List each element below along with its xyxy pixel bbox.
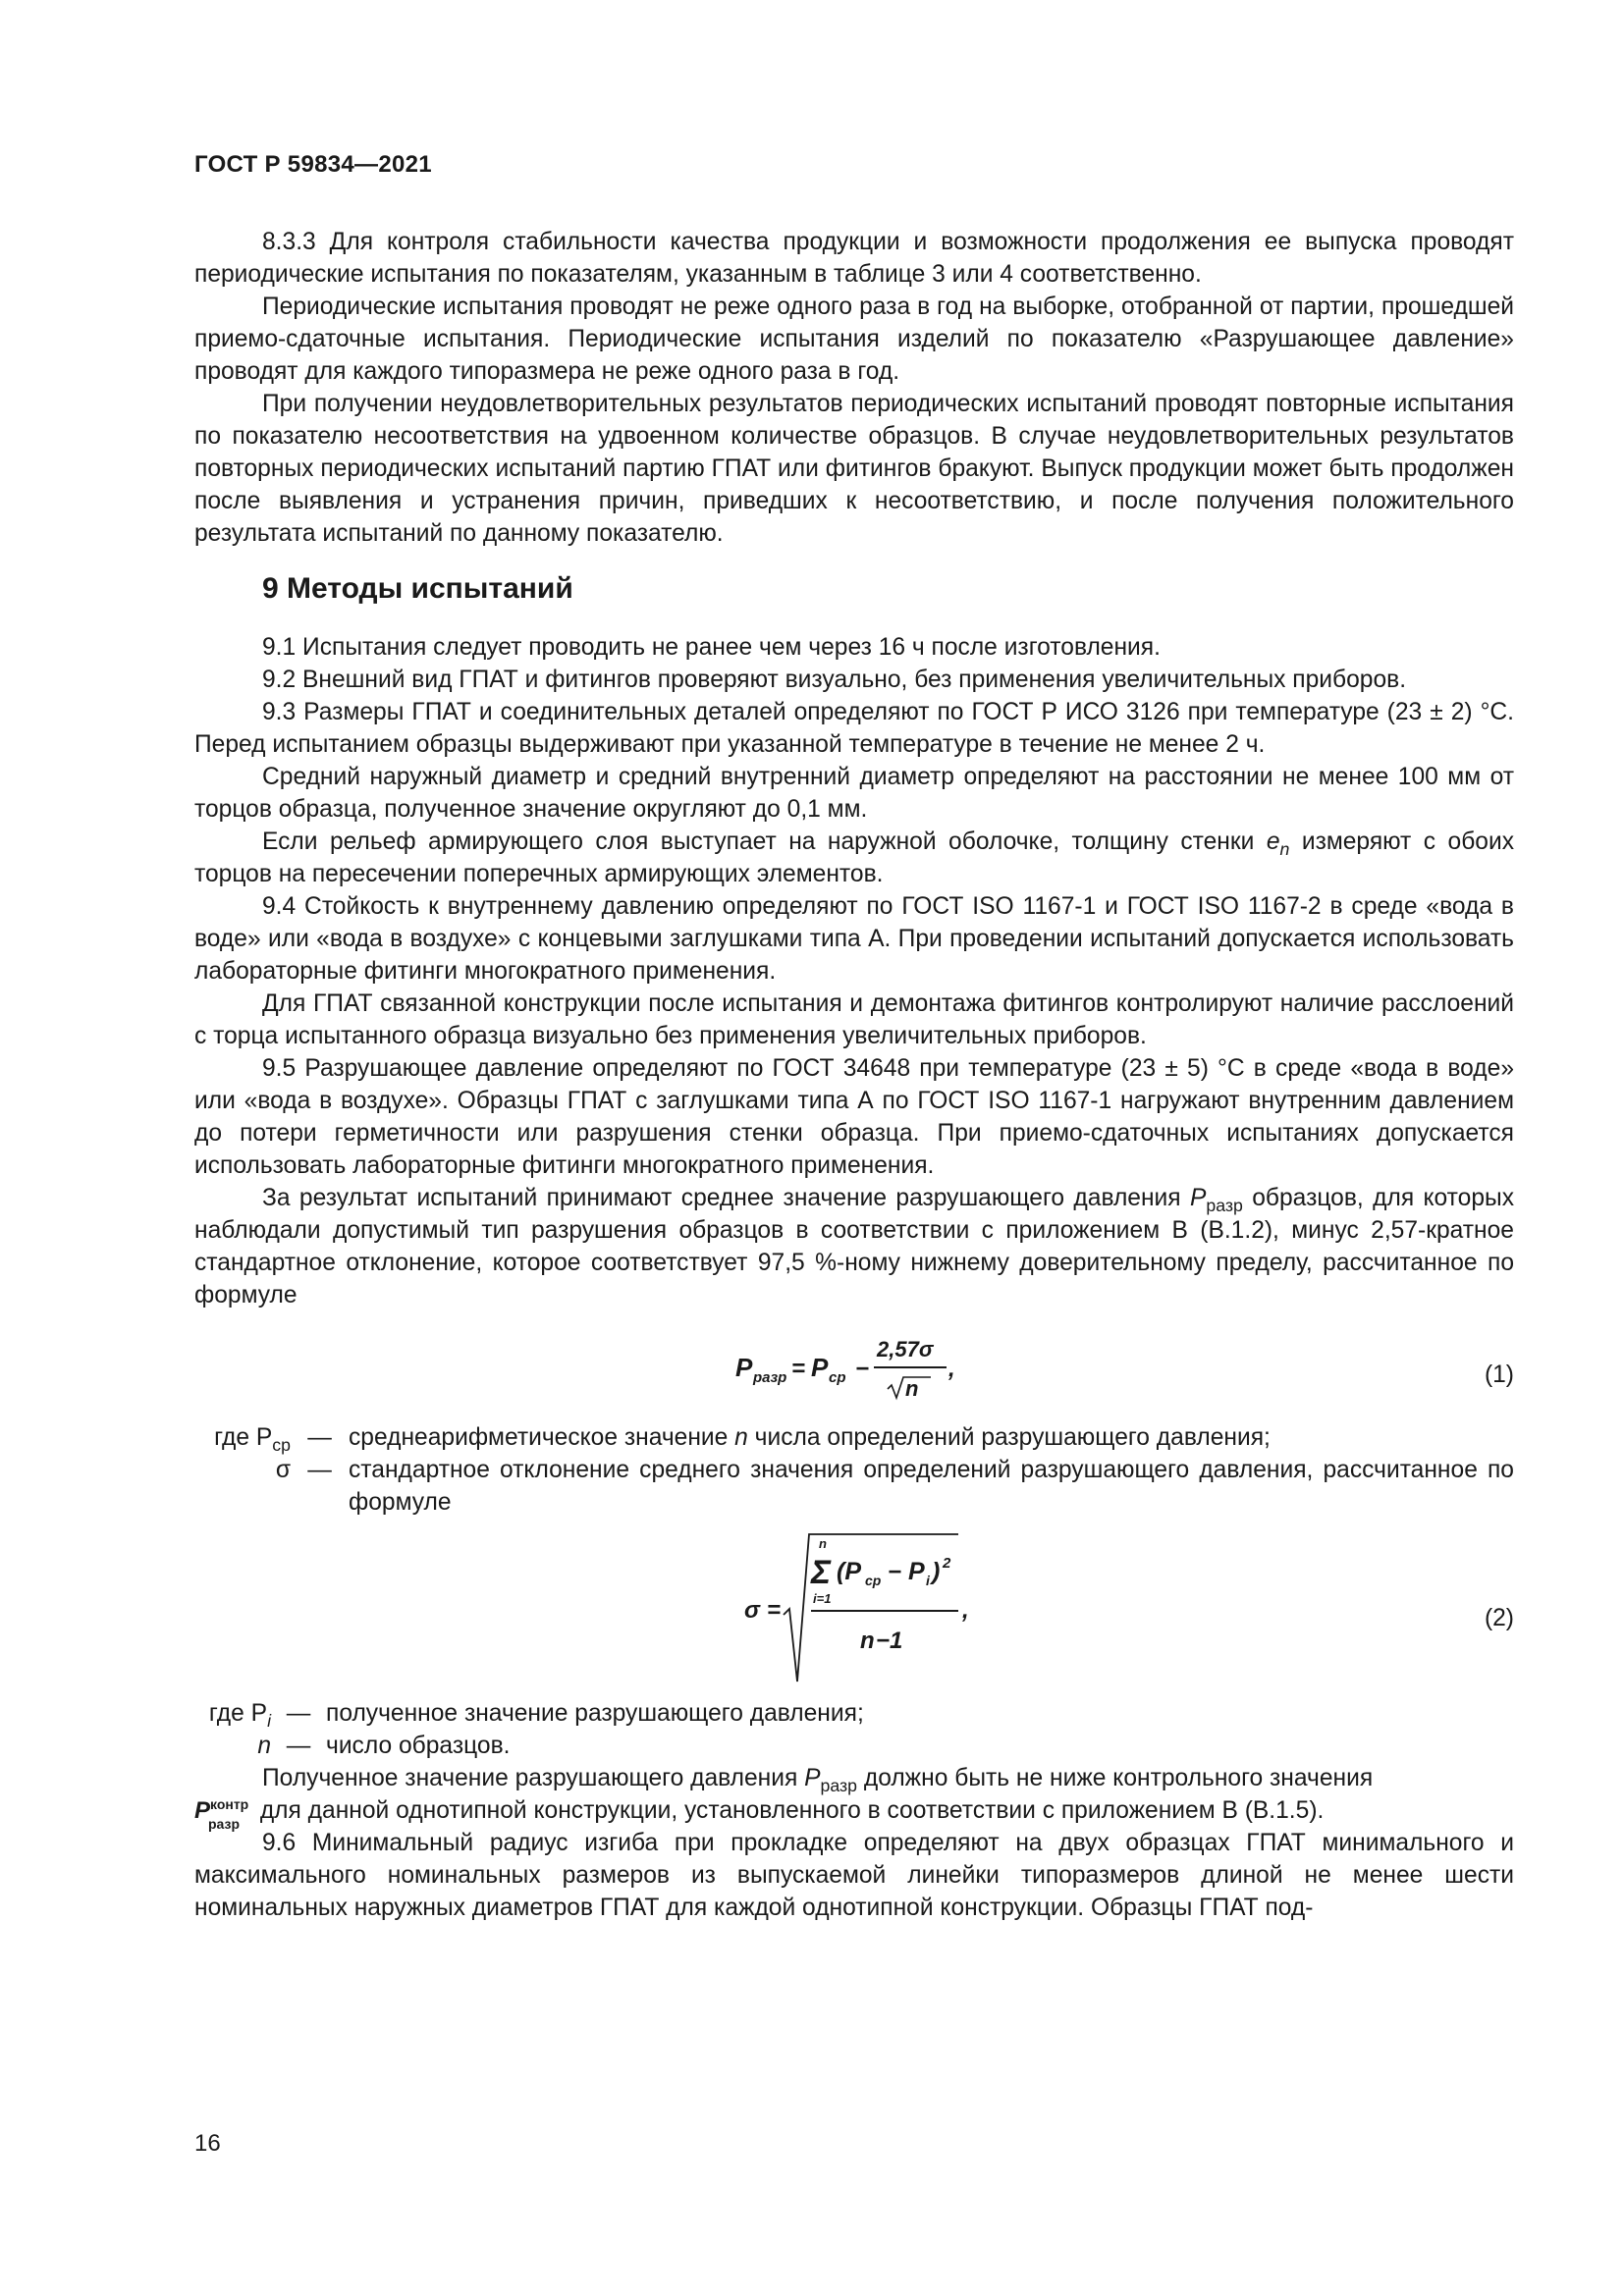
svg-text:ср: ср [865, 1573, 882, 1588]
paragraph: За результат испытаний принимают среднее значение разрушающего давления $P_{разр}$ образцов, для которых наблюдали допустимый тип разрушения образцов в соответствии с приложением В (В.1.2), минус 2,57-кратное стандартное отклонение, которое соответствует 97,5 %-ному нижнему доверительному пределу, рассчитанное по формуле [194, 1185, 1514, 1308]
svg-text:−1: −1 [876, 1628, 903, 1654]
definitions-formula-2 [194, 1697, 1514, 1762]
paragraph: Если рельеф армирующего слоя выступает на наружной оболочке, толщину стенки $e_n$ измеряют с обоих торцов на пересечении поперечных армирующих элементов. [194, 828, 1514, 887]
formula-2-graphic [194, 1524, 1514, 1689]
definition-item: σ — стандартное отклонение среднего значения определений разрушающего давления, рассчитанное по формуле [275, 1457, 1514, 1516]
svg-text:2,57σ: 2,57σ [877, 1337, 934, 1362]
paragraph: P контр разр для данной однотипной конструкции, установленного в соответствии с приложением В (В.1.5). [194, 1796, 1325, 1832]
svg-text:,: , [948, 1356, 955, 1382]
svg-text:(P: (P [837, 1558, 862, 1585]
section-heading: 9 Методы испытаний [262, 572, 573, 605]
svg-text:−: − [888, 1559, 902, 1585]
definition-item: где $P_{ср}$ — среднеарифметическое значение n числа определений разрушающего давления; [214, 1424, 1271, 1456]
paragraph: Для ГПАТ связанной конструкции после испытания и демонтажа фитингов контролируют наличие расслоений с торца испытанного образца визуально без применения увеличительных приборов. [194, 990, 1514, 1049]
svg-text:P: P [908, 1558, 925, 1585]
svg-text:n: n [905, 1376, 919, 1401]
svg-text:Σ: Σ [811, 1554, 832, 1591]
svg-text:): ) [932, 1558, 941, 1585]
paragraph-9-6: 9.6 Минимальный радиус изгиба при прокладке определяют на двух образцах ГПАТ минимального и максимального номинальных размеров из выпускаемой линейки типоразмеров длиной не менее шести номинальных наружных диаметров ГПАТ для каждой однотипной конструкции. Образцы ГПАТ под- [194, 1830, 1514, 1921]
definition-item: где $P_i$ — полученное значение разрушающего давления; [208, 1700, 864, 1732]
page-number: 16 [194, 2130, 221, 2157]
svg-text:−: − [855, 1356, 870, 1382]
paragraph: 8.3.3 Для контроля стабильности качества продукции и возможности продолжения ее выпуска проводят периодические испытания по показателям, указанным в таблице 3 или 4 соответственно. [194, 229, 1514, 288]
paragraph: Средний наружный диаметр и средний внутренний диаметр определяют на расстоянии не менее 100 мм от торцов образца, полученное значение округляют до 0,1 мм. [194, 764, 1514, 823]
paragraph: При получении неудовлетворительных результатов периодических испытаний проводят повторные испытания по показателю несоответствия на удвоенном количестве образцов. В случае неудовлетворительных результатов повторных периодических испытаний партию ГПАТ или фитингов бракуют. Выпуск продукции может быть продолжен после выявления и устранения причин, приведших к несоответствию, и после получения положительного результата испытаний по данному показателю. [194, 391, 1514, 547]
definition-item: n — число образцов. [257, 1733, 511, 1759]
definitions-formula-1 [194, 1421, 1514, 1519]
svg-text:разр: разр [753, 1369, 787, 1386]
control-pressure-symbol: P контр разр [194, 1796, 249, 1832]
paragraph-9-2: 9.2 Внешний вид ГПАТ и фитингов проверяют визуально, без применения увеличительных приборов. [262, 667, 1407, 693]
svg-text:,: , [962, 1597, 969, 1624]
page-content [194, 226, 1514, 1924]
paragraph-9-3: 9.3 Размеры ГПАТ и соединительных деталей определяют по ГОСТ Р ИСО 3126 при температуре (23 ± 2) °С. Перед испытанием образцы выдерживают при указанной температуре в течение не менее 2 ч. [194, 699, 1514, 758]
formula-1-graphic [194, 1323, 1514, 1408]
formula-1 [194, 1323, 1514, 1408]
equation-number-1: (1) [1484, 1362, 1514, 1388]
svg-text:ср: ср [829, 1369, 846, 1386]
svg-text:=: = [791, 1356, 806, 1382]
paragraph: Полученное значение разрушающего давления $P_{разр}$ должно быть не ниже контрольного значения [262, 1765, 1374, 1796]
svg-text:n: n [819, 1536, 827, 1551]
svg-text:σ: σ [744, 1597, 760, 1624]
svg-text:n: n [860, 1628, 875, 1654]
paragraph-9-5: 9.5 Разрушающее давление определяют по ГОСТ 34648 при температуре (23 ± 5) °С в среде «вода в воде» или «вода в воздухе». Образцы ГПАТ с заглушками типа А по ГОСТ ISO 1167-1 нагружают внутренним давлением до потери герметичности или разрушения стенки образца. При приемо-сдаточных испытаниях допускается использовать лабораторные фитинги многократного применения. [194, 1055, 1514, 1179]
paragraph-9-4: 9.4 Стойкость к внутреннему давлению определяют по ГОСТ ISO 1167-1 и ГОСТ ISO 1167-2 в среде «вода в воде» или «вода в воздухе» с концевыми заглушками типа А. При проведении испытаний допускается использовать лабораторные фитинги многократного применения. [194, 893, 1514, 985]
paragraph-9-1: 9.1 Испытания следует проводить не ранее чем через 16 ч после изготовления. [262, 634, 1161, 661]
svg-text:2: 2 [943, 1555, 951, 1572]
svg-text:i=1: i=1 [813, 1591, 832, 1606]
document-header: ГОСТ Р 59834—2021 [194, 151, 432, 178]
paragraph: Периодические испытания проводят не реже одного раза в год на выборке, отобранной от партии, прошедшей приемо-сдаточные испытания. Периодические испытания изделий по показателю «Разрушающее давление» проводят для каждого типоразмера не реже одного раза в год. [194, 294, 1514, 385]
equation-number-2: (2) [1484, 1605, 1514, 1631]
svg-text:=: = [767, 1597, 782, 1624]
svg-text:P: P [735, 1353, 753, 1382]
svg-text:P: P [811, 1353, 829, 1382]
svg-text:i: i [926, 1573, 930, 1588]
formula-2 [194, 1524, 1514, 1689]
